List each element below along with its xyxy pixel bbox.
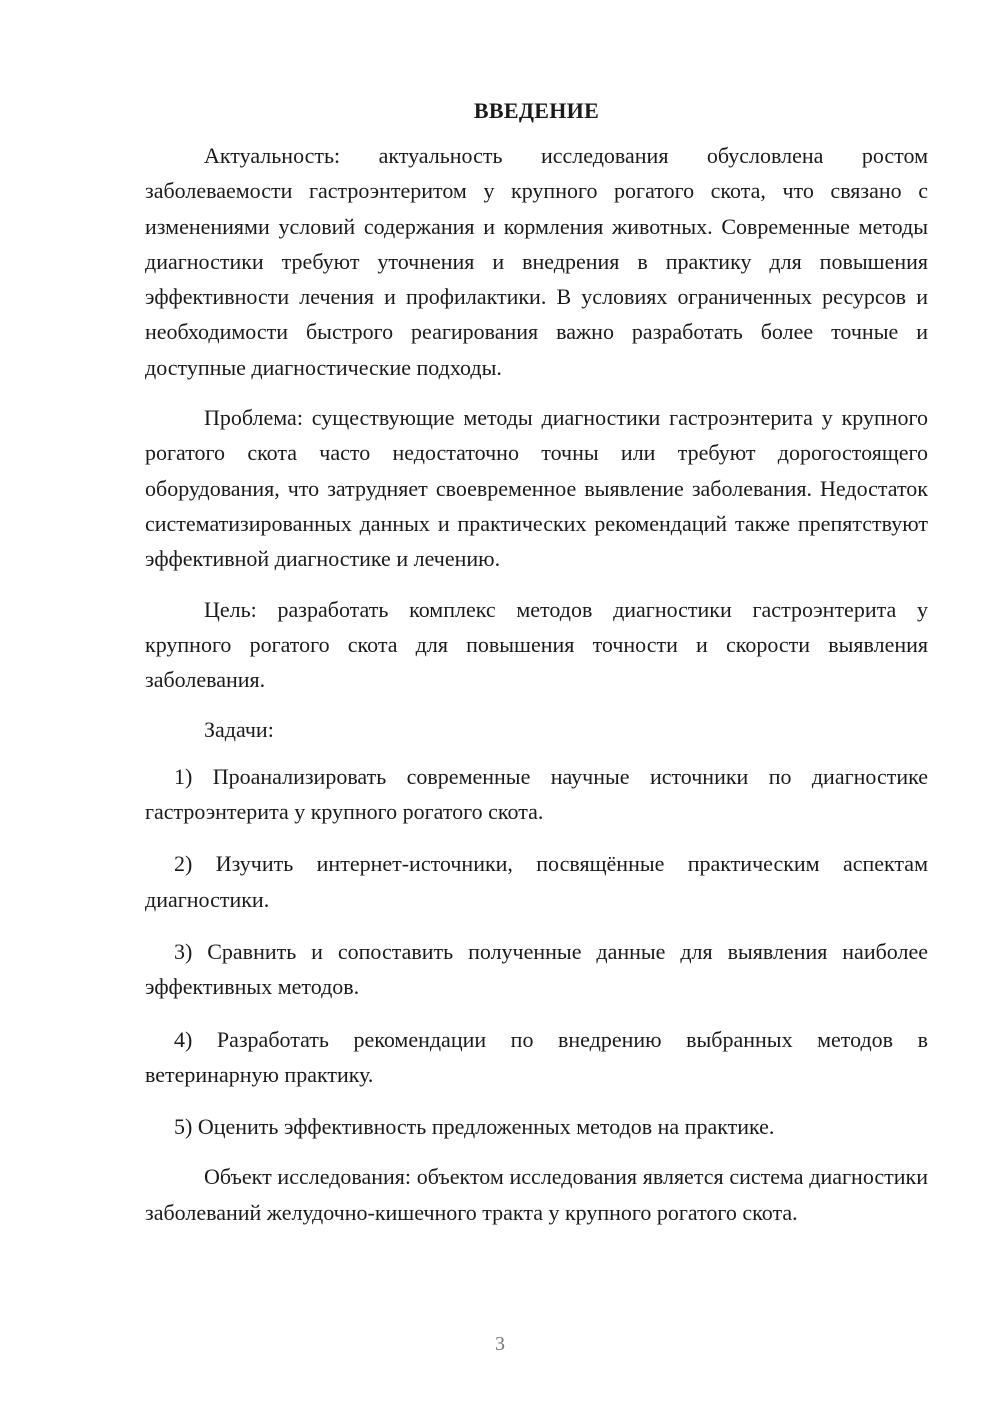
document-page [145, 96, 928, 1230]
tasks-heading: Задачи: [204, 717, 274, 743]
task-item-3: 3) Сравнить и сопоставить полученные данные для выявления наиболее эффективных методов. [145, 938, 928, 1000]
task-item-4: 4) Разработать рекомендации по внедрению выбранных методов в ветеринарную практику. [145, 1026, 928, 1087]
page-title: ВВЕДЕНИЕ [473, 98, 600, 123]
task-item-2: 2) Изучить интернет-источники, посвящённые практическим аспектам диагностики. [145, 851, 928, 912]
relevance-paragraph: Актуальность: актуальность исследования обусловлена ростом заболеваемости гастроэнтеритом у крупного рогатого скота, что связано с изменениями условий содержания и кормления животных. Современные методы диагностики требуют уточнения и внедрения в практику для повышения эффективности лечения и профилактики. В условиях ограниченных ресурсов и необходимости быстрого реагирования важно разработать более точные и доступные диагностические подходы. [145, 143, 928, 380]
goal-paragraph: Цель: разработать комплекс методов диагностики гастроэнтерита у крупного рогатого скота для повышения точности и скорости выявления заболевания. [145, 596, 928, 693]
page-number: 3 [495, 1333, 505, 1355]
task-item-1: 1) Проанализировать современные научные источники по диагностике гастроэнтерита у крупного рогатого скота. [145, 763, 928, 825]
object-paragraph: Объект исследования: объектом исследования является система диагностики заболеваний желудочно-кишечного тракта у крупного рогатого скота. [145, 1164, 928, 1225]
task-item-5: 5) Оценить эффективность предложенных методов на практике. [174, 1114, 775, 1140]
problem-paragraph: Проблема: существующие методы диагностики гастроэнтерита у крупного рогатого скота часто недостаточно точны или требуют дорогостоящего оборудования, что затрудняет своевременное выявление заболевания. Недостаток систематизированных данных и практических рекомендаций также препятствуют эффективной диагностике и лечению. [145, 405, 928, 572]
